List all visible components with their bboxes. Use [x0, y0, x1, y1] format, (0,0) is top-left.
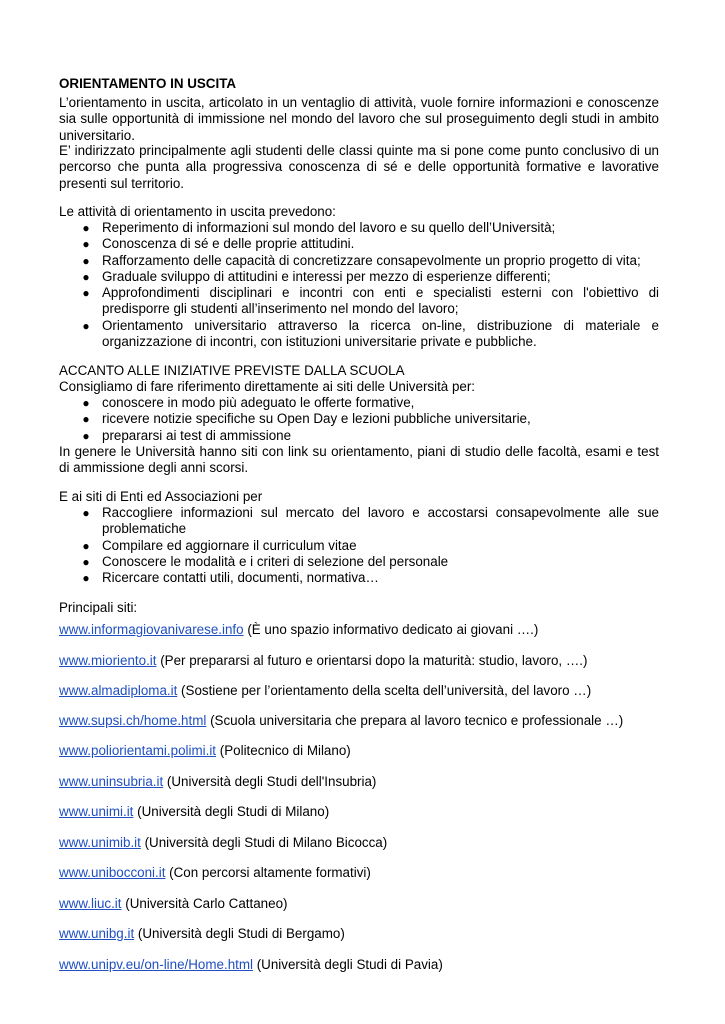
list-item-text: Compilare ed aggiornare il curriculum vitae	[102, 537, 357, 553]
site-description: (Scuola universitaria che prepara al lavoro tecnico e professionale …)	[206, 713, 624, 728]
list-item	[59, 318, 659, 351]
site-entry	[59, 653, 699, 669]
bullet-icon: ●	[82, 554, 90, 569]
intro-paragraph-2: E’ indirizzato principalmente agli studenti delle classi quinte ma si pone come punto conclusivo di un percorso che punta alla progressiva conoscenza di sé e delle opportunità formative e lavorative presenti sul territorio.	[59, 143, 659, 191]
list-item	[59, 253, 659, 269]
bullet-icon: ●	[82, 428, 90, 443]
site-link[interactable]: www.unibocconi.it	[59, 865, 166, 880]
site-description: (È uno spazio informativo dedicato ai giovani ….)	[243, 622, 539, 637]
site-entry	[59, 896, 699, 912]
site-link[interactable]: www.mioriento.it	[59, 653, 157, 668]
list-item-text: Conoscenza di sé e delle proprie attitudini.	[102, 236, 355, 252]
site-description: (Politecnico di Milano)	[216, 743, 351, 758]
list-item-text: Ricercare contatti utili, documenti, normativa…	[102, 570, 379, 586]
list-item	[59, 285, 659, 318]
site-entry	[59, 865, 699, 881]
site-link[interactable]: www.uninsubria.it	[59, 774, 164, 789]
site-entry	[59, 957, 699, 973]
list-item	[59, 269, 659, 285]
list-item	[59, 428, 659, 444]
site-entry	[59, 804, 699, 820]
site-link[interactable]: www.unipv.eu/on-line/Home.html	[59, 957, 253, 972]
bullet-icon: ●	[82, 221, 90, 235]
site-entry	[59, 774, 699, 790]
site-link[interactable]: www.unimi.it	[59, 804, 134, 819]
site-description: (Università degli Studi di Milano)	[133, 804, 330, 819]
page-title: ORIENTAMENTO IN USCITA	[59, 76, 237, 91]
site-link[interactable]: www.poliorientami.polimi.it	[59, 743, 217, 758]
intro-paragraph-1: L’orientamento in uscita, articolato in un ventaglio di attività, vuole fornire informazioni e conoscenze sia sulle opportunità di immissione nel mondo del lavoro che sul proseguimento degli studi in ambito universitario.	[59, 95, 659, 143]
list-item-text: Raccogliere informazioni sul mercato del lavoro e accostarsi consapevolmente alle sue problematiche	[102, 505, 659, 537]
list-item	[59, 395, 659, 411]
site-description: (Per prepararsi al futuro e orientarsi dopo la maturità: studio, lavoro, ….)	[156, 653, 588, 668]
site-entry	[59, 743, 699, 759]
list-item-text: Rafforzamento delle capacità di concretizzare consapevolmente un proprio progetto di vita;	[102, 252, 641, 268]
bullet-icon: ●	[82, 571, 90, 586]
bullet-icon: ●	[82, 318, 90, 333]
site-entry	[59, 683, 699, 699]
site-description: (Università degli Studi di Pavia)	[253, 957, 443, 972]
activities-list	[59, 220, 659, 350]
site-entry	[59, 926, 699, 942]
list-item-text: prepararsi ai test di ammissione	[102, 427, 292, 443]
site-link[interactable]: www.liuc.it	[59, 896, 122, 911]
site-description: (Università degli Studi dell'Insubria)	[163, 774, 377, 789]
bullet-icon: ●	[82, 269, 90, 284]
enti-list	[59, 505, 659, 586]
list-item-text: ricevere notizie specifiche su Open Day e lezioni pubbliche universitarie,	[102, 411, 531, 427]
list-item-text: Approfondimenti disciplinari e incontri con enti e specialisti esterni con l'obiettivo di predisporre gli studenti all’inserimento nel mondo del lavoro;	[102, 285, 659, 317]
initiatives-heading: ACCANTO ALLE INIZIATIVE PREVISTE DALLA SCUOLA	[59, 363, 405, 378]
site-link[interactable]: www.unimib.it	[59, 835, 141, 850]
bullet-icon: ●	[82, 506, 90, 520]
list-item	[59, 570, 659, 586]
site-link[interactable]: www.almadiploma.it	[59, 683, 178, 698]
site-entry	[59, 713, 699, 729]
list-item-text: Graduale sviluppo di attitudini e interessi per mezzo di esperienze differenti;	[102, 268, 551, 284]
bullet-icon: ●	[82, 538, 90, 553]
list-item	[59, 538, 659, 554]
initiatives-after-paragraph: In genere le Università hanno siti con link su orientamento, piani di studio delle facoltà, esami e test di ammissione degli anni scorsi.	[59, 444, 659, 476]
site-description: (Università degli Studi di Milano Bicocca)	[140, 835, 388, 850]
list-item	[59, 220, 659, 236]
list-item	[59, 505, 659, 538]
initiatives-list	[59, 395, 659, 444]
list-item	[59, 411, 659, 427]
bullet-icon: ●	[82, 237, 90, 252]
site-description: (Università degli Studi di Bergamo)	[134, 926, 345, 941]
initiatives-lead: Consigliamo di fare riferimento direttamente ai siti delle Università per:	[59, 379, 476, 394]
site-description: (Sostiene per l’orientamento della scelta dell’università, del lavoro …)	[177, 683, 592, 698]
list-item-text: Conoscere le modalità e i criteri di selezione del personale	[102, 553, 449, 569]
site-description: (Università Carlo Cattaneo)	[121, 896, 288, 911]
bullet-icon: ●	[82, 286, 90, 301]
list-item-text: conoscere in modo più adeguato le offerte formative,	[102, 395, 415, 410]
site-description: (Con percorsi altamente formativi)	[165, 865, 371, 880]
list-item-text: Orientamento universitario attraverso la ricerca on-line, distribuzione di materiale e organizzazione di incontri, con istituzioni universitarie private e pubbliche.	[102, 317, 659, 350]
bullet-icon: ●	[82, 412, 90, 427]
sites-heading: Principali siti:	[59, 600, 138, 615]
site-entry	[59, 622, 699, 638]
bullet-icon: ●	[82, 253, 90, 268]
site-link[interactable]: www.unibg.it	[59, 926, 135, 941]
activities-lead: Le attività di orientamento in uscita prevedono:	[59, 204, 336, 219]
site-link[interactable]: www.supsi.ch/home.html	[59, 713, 207, 728]
list-item-text: Reperimento di informazioni sul mondo del lavoro e su quello dell’Università;	[102, 220, 556, 235]
list-item	[59, 554, 659, 570]
site-entry	[59, 835, 699, 851]
site-link[interactable]: www.informagiovanivarese.info	[59, 622, 244, 637]
list-item	[59, 236, 659, 252]
bullet-icon: ●	[82, 396, 90, 410]
enti-lead: E ai siti di Enti ed Associazioni per	[59, 489, 263, 504]
